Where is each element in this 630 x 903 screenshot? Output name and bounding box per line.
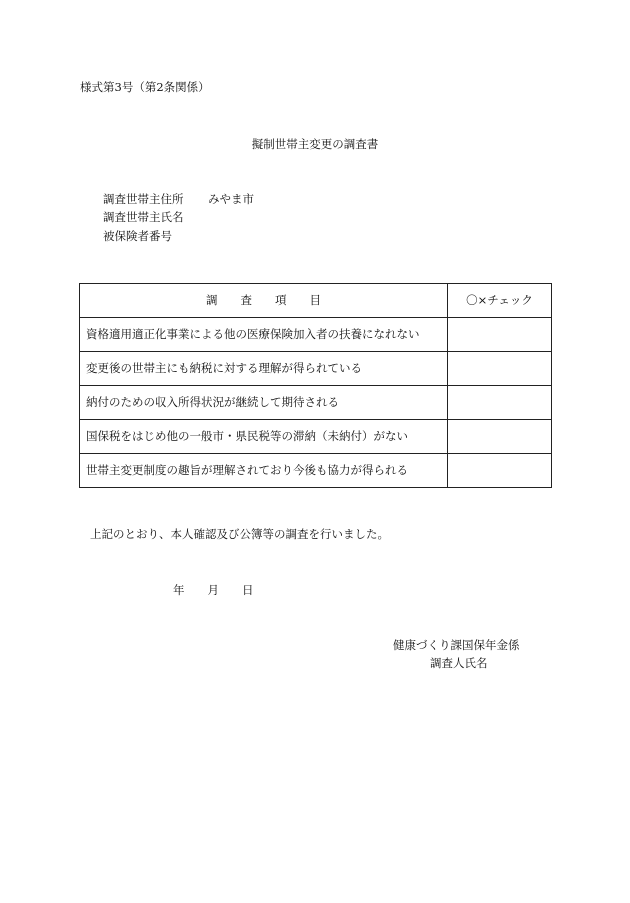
insured-number-label: 被保険者番号 <box>103 229 172 243</box>
investigator-label: 調査人氏名 <box>430 656 488 670</box>
closing-statement: 上記のとおり、本人確認及び公簿等の調査を行いました。 <box>90 527 389 541</box>
table-header-row <box>80 284 552 318</box>
address-value: みやま市 <box>208 192 254 206</box>
header-item: 調 査 項 目 <box>80 284 448 318</box>
table-row <box>80 386 552 420</box>
header-check: 〇×チェック <box>448 284 552 318</box>
row-check-cell[interactable] <box>448 454 552 488</box>
table-row <box>80 352 552 386</box>
row-item: 資格適用適正化事業による他の医療保険加入者の扶養になれない <box>80 318 448 352</box>
row-check-cell[interactable] <box>448 420 552 454</box>
row-item: 変更後の世帯主にも納税に対する理解が得られている <box>80 352 448 386</box>
row-check-cell[interactable] <box>448 386 552 420</box>
row-item: 世帯主変更制度の趣旨が理解されており今後も協力が得られる <box>80 454 448 488</box>
row-check-cell[interactable] <box>448 318 552 352</box>
department-name: 健康づくり課国保年金係 <box>393 638 520 652</box>
row-check-cell[interactable] <box>448 352 552 386</box>
row-item: 国保税をはじめ他の一般市・県民税等の滞納（未納付）がない <box>80 420 448 454</box>
address-label: 調査世帯主住所 <box>103 192 184 206</box>
row-item: 納付のための収入所得状況が継続して期待される <box>80 386 448 420</box>
table-row <box>80 318 552 352</box>
date-line: 年 月 日 <box>173 583 254 597</box>
check-table <box>79 283 552 488</box>
table-row <box>80 454 552 488</box>
name-label: 調査世帯主氏名 <box>103 210 184 224</box>
document-title: 擬制世帯主変更の調査書 <box>251 137 379 151</box>
table-row <box>80 420 552 454</box>
form-number: 様式第3号（第2条関係） <box>80 80 210 94</box>
